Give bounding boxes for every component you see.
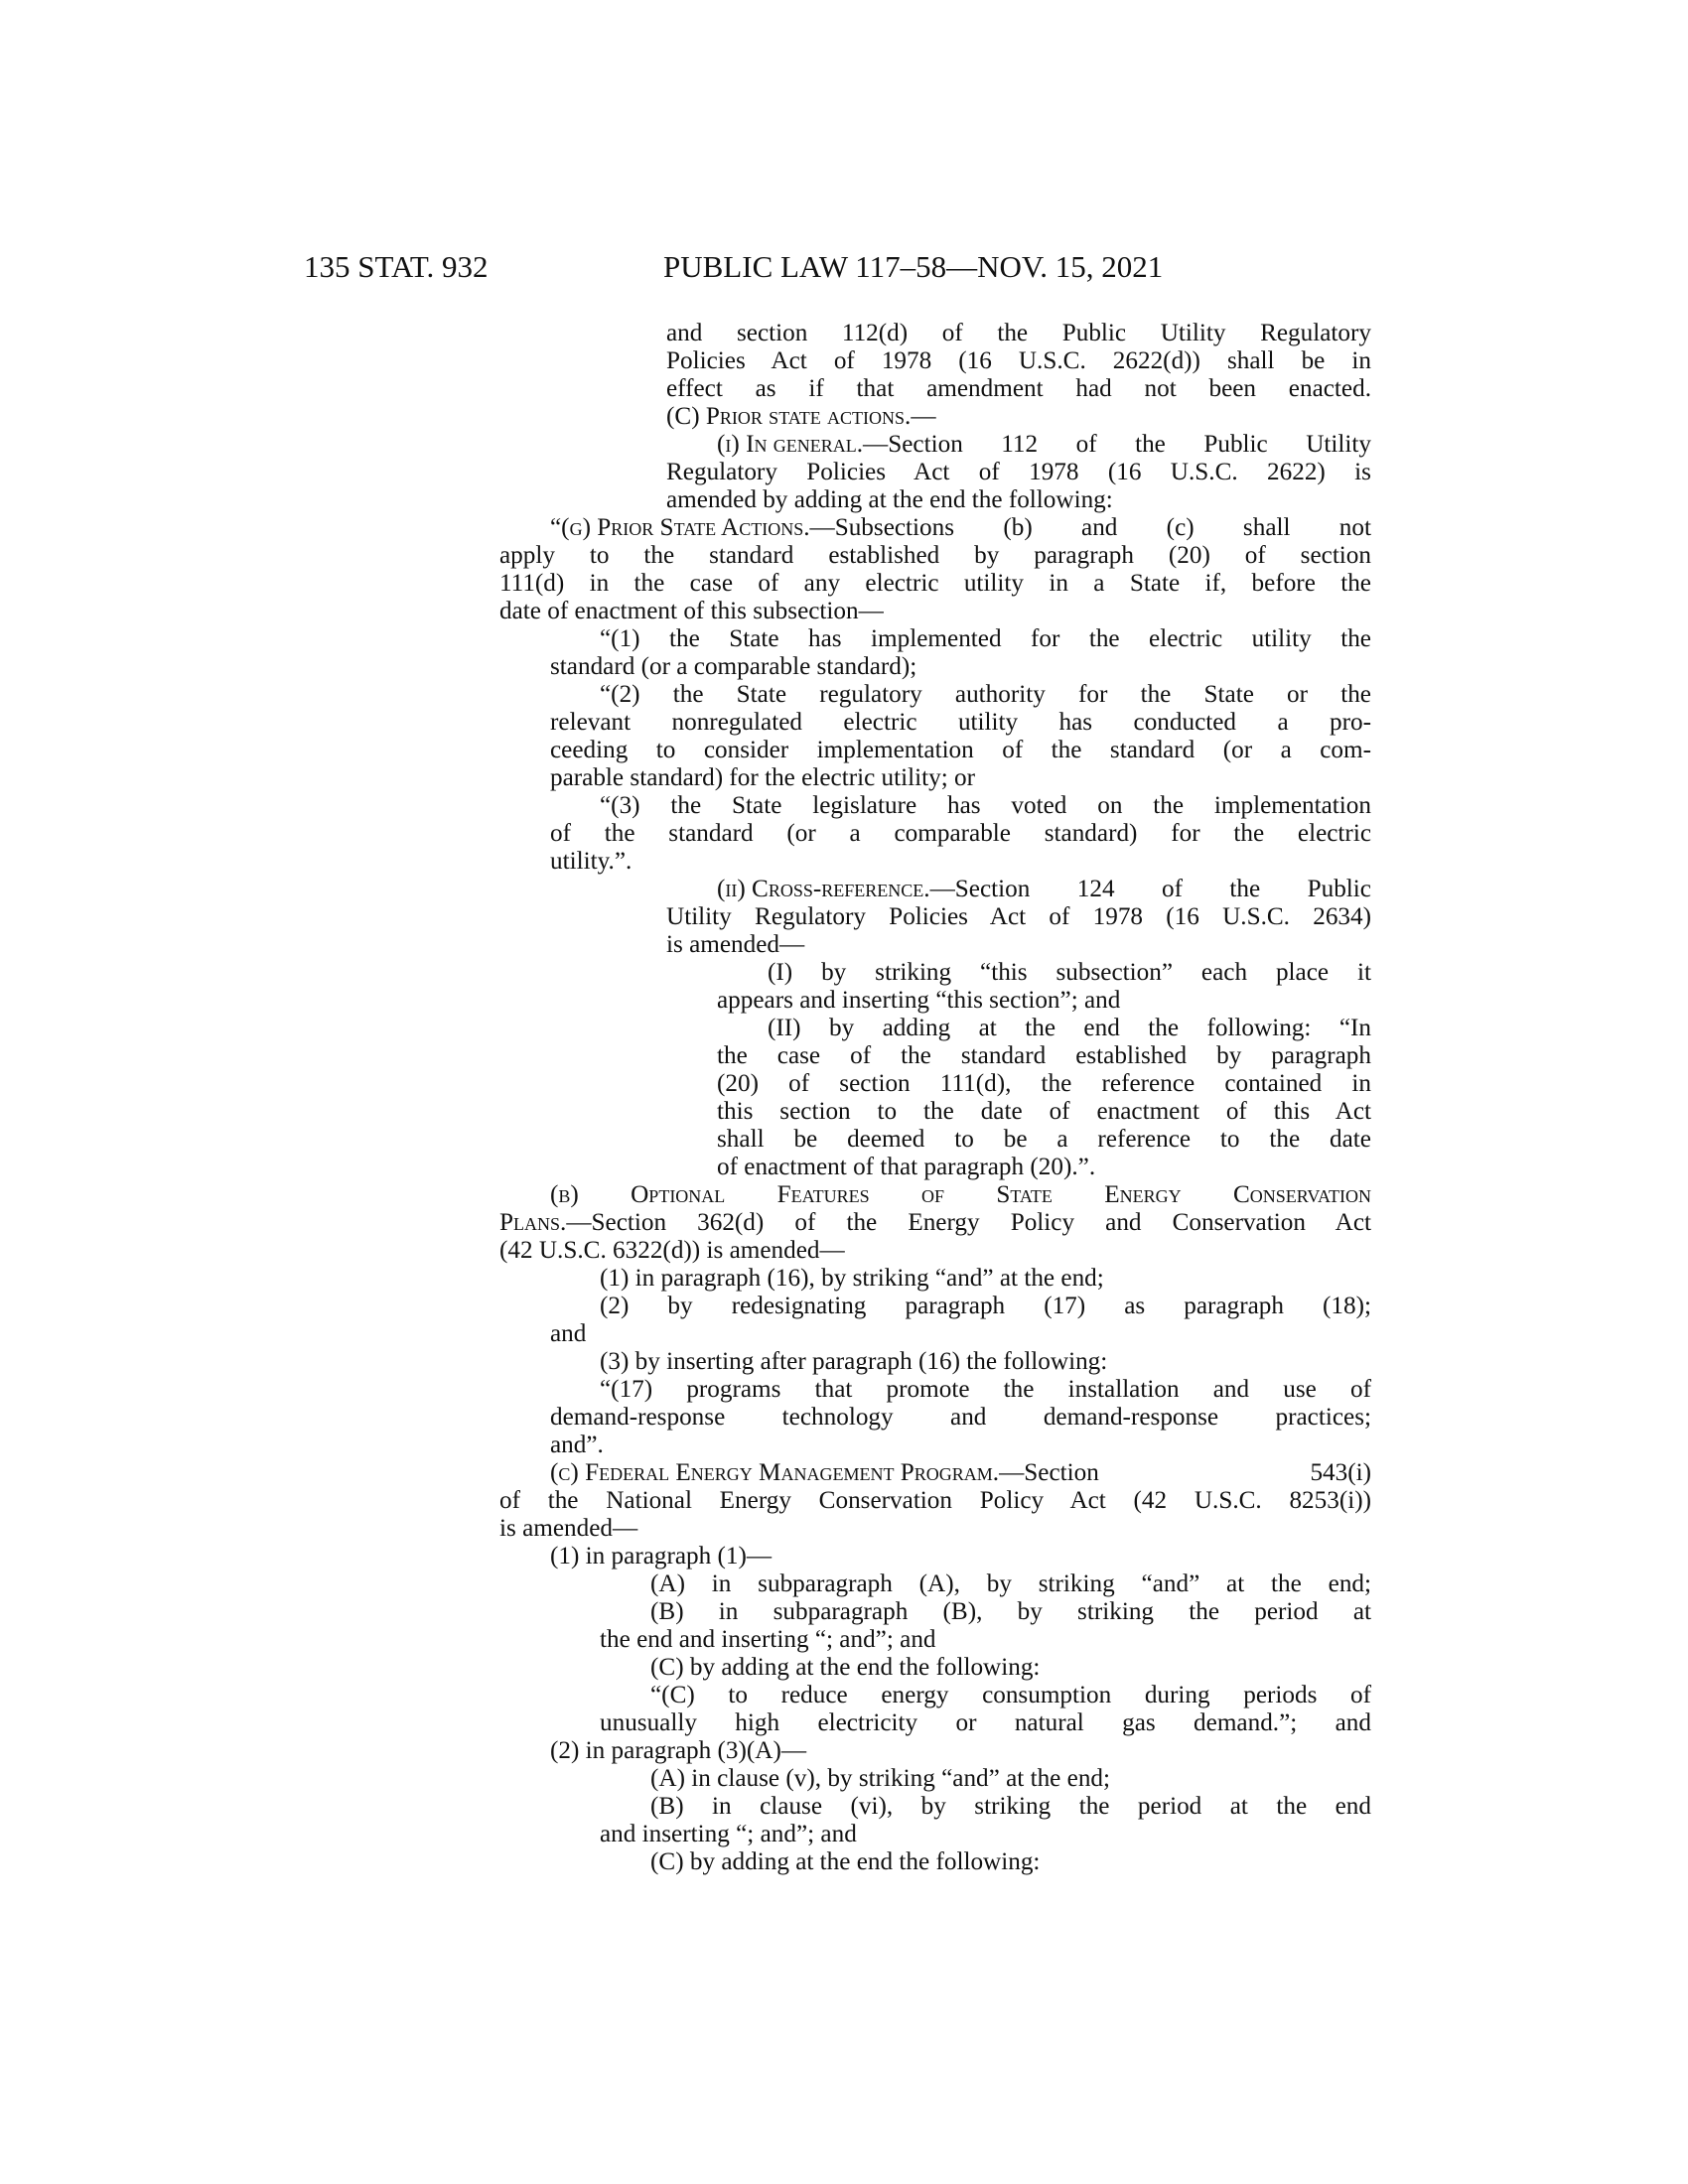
text-line: “(C) to reduce energy consumption during periods of <box>650 1682 1371 1708</box>
text-line: (A) in clause (v), by striking “and” at the end; <box>650 1765 1111 1792</box>
text-line: (1) in paragraph (16), by striking “and” at the end; <box>600 1265 1104 1292</box>
subsection-heading: (c) Federal Energy Management Program. <box>550 1459 1000 1486</box>
text-line: shall be deemed to be a reference to the date <box>717 1126 1371 1153</box>
quoted-subsection-heading: “(g) Prior State Actions. <box>550 514 810 541</box>
text-line: (20) of section 111(d), the reference contained in <box>717 1070 1371 1097</box>
text-line: is amended— <box>499 1515 638 1542</box>
text-line: and section 112(d) of the Public Utility Regulatory <box>666 320 1371 346</box>
text-line: (B) in subparagraph (B), by striking the period at <box>650 1598 1371 1625</box>
clause-heading: (ii) Cross-reference. <box>717 876 930 902</box>
text-line: parable standard) for the electric utility; or <box>550 764 976 791</box>
subsection-heading: (b) Optional Features of State Energy Conservation <box>550 1181 1371 1208</box>
text-line: appears and inserting “this section”; and <box>717 987 1121 1014</box>
page-title: PUBLIC LAW 117–58—NOV. 15, 2021 <box>663 249 1164 284</box>
subparagraph-heading: (C) Prior state actions.— <box>666 403 936 430</box>
text-line <box>717 431 1371 459</box>
text-line: (B) in clause (vi), by striking the period at the end <box>650 1793 1371 1820</box>
text-line: Utility Regulatory Policies Act of 1978 (16 U.S.C. 2634) <box>666 903 1371 930</box>
text-line: the end and inserting “; and”; and <box>600 1626 936 1653</box>
text-line: utility.”. <box>550 848 633 875</box>
text-span: —Section 124 of the Public <box>929 876 1371 902</box>
text-line: (I) by striking “this subsection” each place it <box>768 959 1371 986</box>
text-span: —Section 543(i) <box>999 1459 1371 1486</box>
text-line: (42 U.S.C. 6322(d)) is amended— <box>499 1237 845 1264</box>
text-line: and”. <box>550 1432 604 1458</box>
text-line: “(1) the State has implemented for the electric utility the <box>600 625 1371 652</box>
stat-page-number: 135 STAT. 932 <box>304 249 489 284</box>
subsection-heading-cont: Plans. <box>499 1209 567 1236</box>
text-line: standard (or a comparable standard); <box>550 653 917 680</box>
text-span: —Section 112 of the Public Utility <box>863 431 1371 458</box>
text-line: (2) by redesignating paragraph (17) as paragraph (18); <box>600 1293 1371 1319</box>
text-line <box>550 1459 1371 1487</box>
text-line: Regulatory Policies Act of 1978 (16 U.S.C. 2622) is <box>666 459 1371 485</box>
text-line: “(3) the State legislature has voted on the implementation <box>600 792 1371 819</box>
text-line: (C) by adding at the end the following: <box>650 1848 1041 1875</box>
text-line: effect as if that amendment had not been enacted. <box>666 375 1371 402</box>
text-line: of enactment of that paragraph (20).”. <box>717 1154 1096 1180</box>
text-span: —Subsections (b) and (c) shall not <box>809 514 1371 541</box>
text-line: (A) in subparagraph (A), by striking “and” at the end; <box>650 1570 1371 1597</box>
text-line: the case of the standard established by paragraph <box>717 1042 1371 1069</box>
text-line: 111(d) in the case of any electric utility in a State if, before the <box>499 570 1371 597</box>
text-line: (II) by adding at the end the following: “In <box>768 1015 1371 1041</box>
text-line: Policies Act of 1978 (16 U.S.C. 2622(d)) shall be in <box>666 347 1371 374</box>
text-line: (2) in paragraph (3)(A)— <box>550 1737 807 1764</box>
text-line: (1) in paragraph (1)— <box>550 1543 773 1570</box>
text-line: unusually high electricity or natural gas demand.”; and <box>600 1709 1371 1736</box>
text-line: amended by adding at the end the following: <box>666 486 1113 513</box>
text-line: this section to the date of enactment of this Act <box>717 1098 1371 1125</box>
text-line: and inserting “; and”; and <box>600 1821 857 1847</box>
text-line: ceeding to consider implementation of the standard (or a com- <box>550 737 1371 763</box>
text-line: date of enactment of this subsection— <box>499 598 884 624</box>
text-line <box>717 876 1371 903</box>
text-line: of the standard (or a comparable standard) for the electric <box>550 820 1371 847</box>
text-line: (C) by adding at the end the following: <box>650 1654 1041 1681</box>
text-line: (3) by inserting after paragraph (16) the following: <box>600 1348 1108 1375</box>
text-line: demand-response technology and demand-response practices; <box>550 1404 1371 1431</box>
clause-heading: (i) In general. <box>717 431 864 458</box>
text-line: and <box>550 1320 587 1347</box>
text-line: relevant nonregulated electric utility has conducted a pro- <box>550 709 1371 736</box>
text-span: —Section 362(d) of the Energy Policy and Conservation Act <box>566 1209 1371 1236</box>
text-line: apply to the standard established by paragraph (20) of section <box>499 542 1371 569</box>
text-line: “(2) the State regulatory authority for the State or the <box>600 681 1371 708</box>
text-line: “(17) programs that promote the installation and use of <box>600 1376 1371 1403</box>
text-line: of the National Energy Conservation Policy Act (42 U.S.C. 8253(i)) <box>499 1487 1371 1514</box>
text-line: is amended— <box>666 931 805 958</box>
text-line <box>550 514 1371 542</box>
text-line <box>499 1209 1371 1237</box>
